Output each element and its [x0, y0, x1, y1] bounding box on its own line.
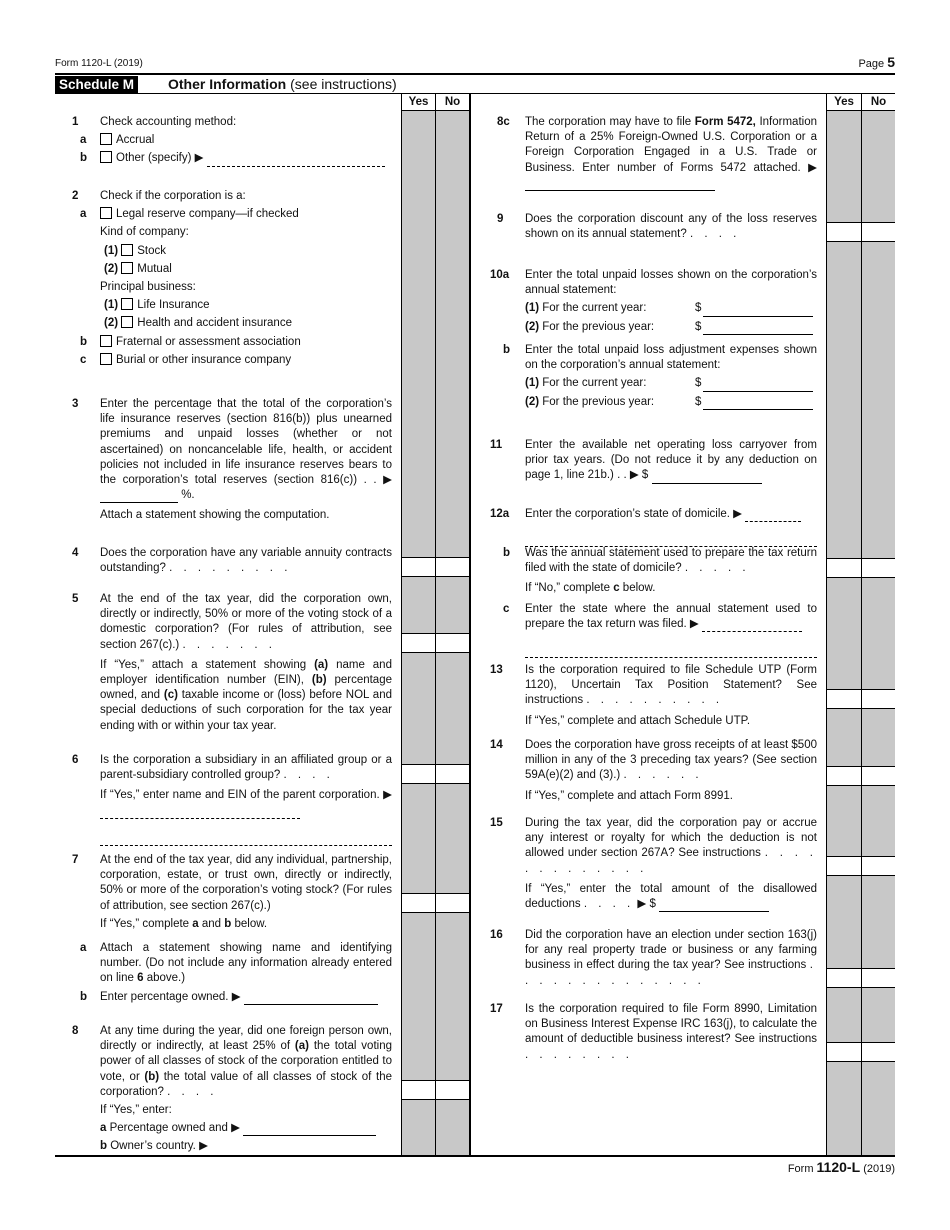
q14-no-cell[interactable] [862, 766, 895, 786]
q13-yes-cell[interactable] [827, 689, 861, 709]
form-id: Form 1120-L (2019) [55, 58, 143, 69]
q1: 1 Check accounting method: a Accrual b Other (specify) ▶ [72, 115, 392, 167]
q4-yes-cell[interactable] [402, 557, 435, 577]
q15-yes-cell[interactable] [827, 856, 861, 876]
q1-text: Check accounting method: [100, 116, 237, 128]
q12b: b Was the annual statement used to prepare the tax return filed with the state of domicile? . . . . . If “No,” complete c below. [503, 547, 817, 595]
q9-no-cell[interactable] [862, 222, 895, 242]
q15-no-cell[interactable] [862, 856, 895, 876]
q14-yes-cell[interactable] [827, 766, 861, 786]
health-accident-checkbox[interactable] [121, 316, 133, 328]
other-method-checkbox[interactable] [100, 151, 112, 163]
q16: 16 Did the corporation have an election under section 163(j) for any real property trade or business or any farming business in effect during the tax year? See instructions . . . . . . . . . . . . . . [490, 929, 817, 987]
q2: 2 Check if the corporation is a: a Legal reserve company—if checked Kind of company: (1) Stock (2) Mutual Principal business: (1) Life Insurance (2) Health and accident insurance b Fraternal or assessment association c Burial or other insurance company [72, 190, 301, 366]
q9: 9 Does the corporation discount any of the loss reserves shown on its annual statement? . . . . [497, 213, 817, 241]
q12c: c Enter the state where the annual statement used to prepare the tax return was filed. ▶ [490, 602, 817, 658]
state-domicile-field[interactable] [745, 521, 801, 522]
fraternal-checkbox[interactable] [100, 335, 112, 347]
q9-yes-cell[interactable] [827, 222, 861, 242]
q17-yes-cell[interactable] [827, 1042, 861, 1062]
bottom-rule [55, 1155, 895, 1157]
q12a: 12a Enter the corporation’s state of domicile. ▶ [490, 507, 817, 547]
q4: 4 Does the corporation have any variable annuity contracts outstanding? . . . . . . . . . [72, 547, 392, 575]
nol-carryover-field[interactable] [652, 483, 762, 484]
q13: 13 Is the corporation required to file Schedule UTP (Form 1120), Uncertain Tax Position Statement? See instructions . . . . . . . . . . If “Yes,” complete and attach Schedule UTP. [490, 664, 817, 727]
q3: 3 Enter the percentage that the total of the corporation’s life insurance reserves (section 816(b)) plus unearned premiums and unpaid losses (whether or not ascertained) on noncancelable life, health, or accident policies not included in life insurance reserves bears to the corporation’s total reserves (section 816(c)) . . ▶ %. Attach a statement showing the computation. [72, 398, 392, 522]
q15: 15 During the tax year, did the corporation pay or accrue any interest or royalty for which the deduction is not allowed under section 267A? See instructions . . . . . . . . . . . . . If “Yes,” enter the total amount of the disallowed deductions . . . . ▶ $ [490, 816, 817, 912]
right-yes-header: Yes [834, 96, 854, 108]
accrual-label: Accrual [116, 134, 155, 147]
loss-adj-current-field[interactable] [703, 376, 813, 391]
q11: 11 Enter the available net operating loss carryover from prior tax years. (Do not reduce it by any deduction on page 1, line 21b.) . . ▶ $ [490, 438, 817, 484]
q12b-yes-cell[interactable] [827, 558, 861, 578]
schedule-title: Other Information (see instructions) [168, 76, 397, 92]
q13-no-cell[interactable] [862, 689, 895, 709]
q4-no-cell[interactable] [436, 557, 469, 577]
q6: 6 Is the corporation a subsidiary in an affiliated group or a parent-subsidiary controlled group? . . . . If “Yes,” enter name and EIN of the parent corporation. ▶ [72, 753, 392, 846]
q5: 5 At the end of the tax year, did the corporation own, directly or indirectly, 50% or more of the voting stock of a domestic corporation? (For rules of attribution, see section 267(c).) . . . . . . . If “Yes,” attach a statement showing (a) name and employer identification number (EIN), (b) percentage owned, and (c) taxable income or (loss) before NOL and special deductions of such corporation for the tax year ending with or within your tax year. [72, 593, 392, 732]
page-num: 5 [887, 54, 895, 70]
foreign-percentage-field[interactable] [243, 1135, 376, 1136]
q7-yes-cell[interactable] [402, 893, 435, 913]
life-insurance-checkbox[interactable] [121, 298, 133, 310]
stock-checkbox[interactable] [121, 244, 133, 256]
q8-no-cell[interactable] [436, 1080, 469, 1100]
q5-yes-cell[interactable] [402, 633, 435, 653]
schedule-badge: Schedule M [55, 76, 138, 93]
q16-no-cell[interactable] [862, 968, 895, 988]
top-rule [55, 73, 895, 75]
q8-yes-cell[interactable] [402, 1080, 435, 1100]
burial-checkbox[interactable] [100, 353, 112, 365]
reserve-percentage-field[interactable] [100, 502, 178, 503]
q7: 7 At the end of the tax year, did any individual, partnership, corporation, estate, or trust own, directly or indirectly, 50% or more of the corporation’s voting stock? (For rules of attribution, see section 267(c).) If “Yes,” complete a and b below. a Attach a statement showing name and identifying number. (Do not include any information already entered on line 6 above.) b Enter percentage owned. ▶ [72, 853, 392, 1005]
q8: 8 At any time during the year, did one foreign person own, directly or indirectly, at least 25% of (a) the total voting power of all classes of stock of the corporation entitled to vote, or (b) the total value of all classes of stock of the corporation? . . . . If “Yes,” enter: a Percentage owned and ▶ b Owner’s country. ▶ [72, 1025, 392, 1153]
q5-no-cell[interactable] [436, 633, 469, 653]
q8c: 8c The corporation may have to file Form 5472, Information Return of a 25% Foreign-Owned U.S. Corporation or a Foreign Corporation Engaged in a U.S. Trade or Business. Enter number of Forms 5472 attached. ▶ [497, 115, 817, 191]
q12b-no-cell[interactable] [862, 558, 895, 578]
q14: 14 Does the corporation have gross receipts of at least $500 million in any of the 3 preceding tax years? (See section 59A(e)(2) and (3).) . . . . . . If “Yes,” complete and attach Form 8991. [490, 739, 817, 802]
right-no-column [862, 111, 895, 1155]
other-method-field[interactable] [207, 166, 385, 167]
other-method-label: Other (specify) ▶ [116, 152, 204, 165]
parent-name-field[interactable] [100, 818, 300, 819]
left-no-header: No [444, 96, 461, 108]
form-footer: Form 1120-L (2019) [787, 1159, 895, 1175]
left-yes-header: Yes [408, 96, 429, 108]
q6-yes-cell[interactable] [402, 764, 435, 784]
q10a: 10a Enter the total unpaid losses shown on the corporation’s annual statement: (1) For the current year: $ (2) For the previous year: $ [490, 268, 817, 335]
disallowed-deductions-field[interactable] [659, 911, 769, 912]
percentage-owned-field[interactable] [244, 1004, 378, 1005]
q7-no-cell[interactable] [436, 893, 469, 913]
page-number: Page 5 [858, 54, 895, 70]
unpaid-losses-previous-field[interactable] [703, 320, 813, 335]
title-rule [55, 93, 895, 94]
q6-no-cell[interactable] [436, 764, 469, 784]
legal-reserve-checkbox[interactable] [100, 207, 112, 219]
q17: 17 Is the corporation required to file Form 8990, Limitation on Business Interest Expense IRC 163(j), to calculate the amount of deductible business interest? See instructions . . . . . . . . [490, 1003, 817, 1061]
parent-ein-field[interactable] [100, 845, 392, 846]
state-filed-field[interactable] [702, 631, 802, 632]
q17-no-cell[interactable] [862, 1042, 895, 1062]
forms-5472-field[interactable] [525, 190, 715, 191]
accrual-checkbox[interactable] [100, 133, 112, 145]
mutual-checkbox[interactable] [121, 262, 133, 274]
q16-yes-cell[interactable] [827, 968, 861, 988]
right-yes-column [827, 111, 861, 1155]
q10b: b Enter the total unpaid loss adjustment expenses shown on the corporation’s annual statement: (1) For the current year: $ (2) For the previous year: $ [490, 343, 817, 410]
loss-adj-previous-field[interactable] [703, 395, 813, 410]
unpaid-losses-current-field[interactable] [703, 301, 813, 316]
right-no-header: No [870, 96, 887, 108]
